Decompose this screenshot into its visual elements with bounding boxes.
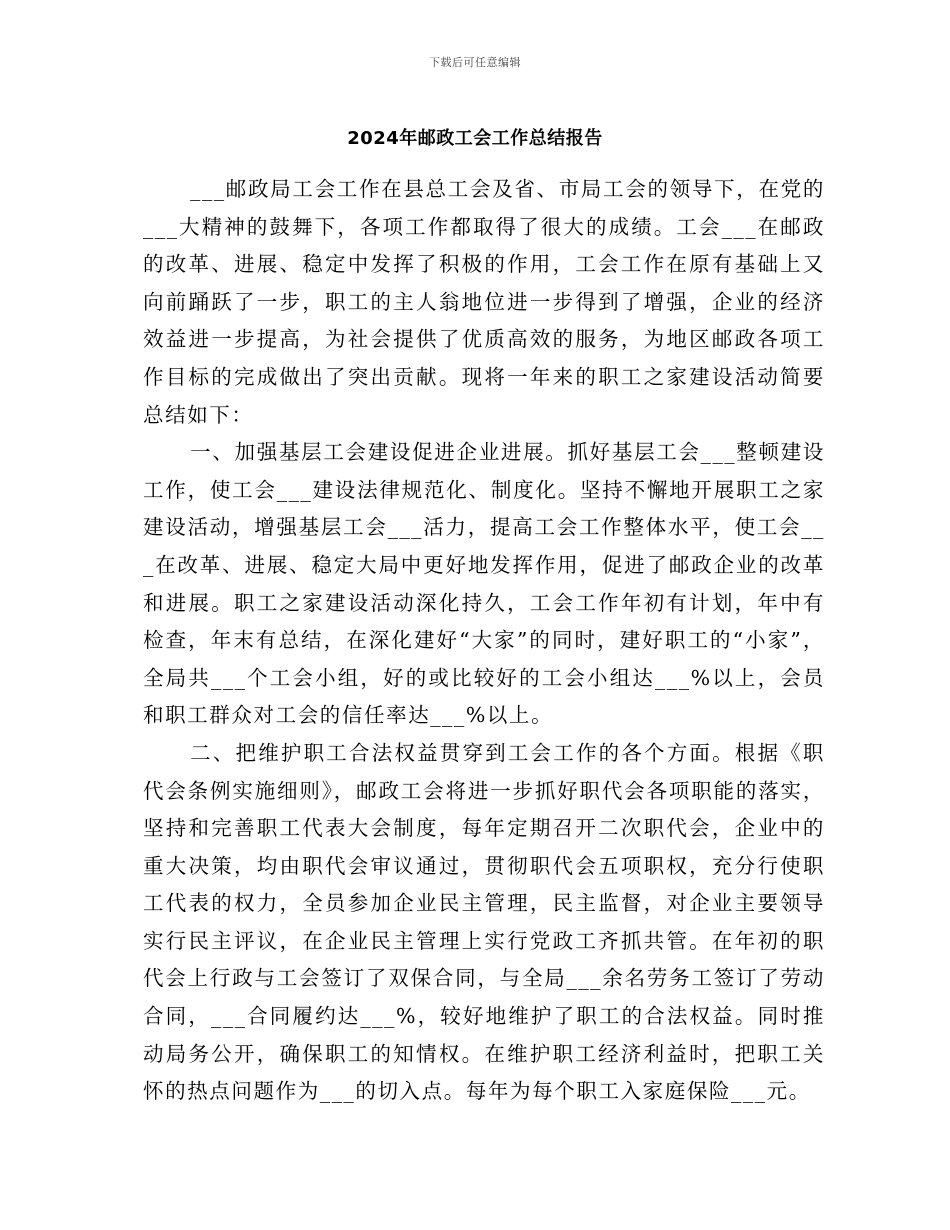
document-body bbox=[143, 171, 825, 1111]
document-title: 2024年邮政工会工作总结报告 bbox=[347, 128, 603, 149]
paragraph-intro: ___邮政局工会工作在县总工会及省、市局工会的领导下，在党的___大精神的鼓舞下，各项工作都取得了很大的成绩。工会___在邮政的改革、进展、稳定中发挥了积极的作用，工会工作在原有基础上又向前踊跃了一步，职工的主人翁地位进一步得到了增强，企业的经济效益进一步提高，为社会提供了优质高效的服务，为地区邮政各项工作目标的完成做出了突出贡献。现将一年来的职工之家建设活动简要总结如下： bbox=[143, 177, 825, 427]
paragraph-section-2: 二、把维护职工合法权益贯穿到工会工作的各个方面。根据《职代会条例实施细则》，邮政工会将进一步抓好职代会各项职能的落实，坚持和完善职工代表大会制度，每年定期召开二次职代会，企业中的重大决策，均由职代会审议通过，贯彻职代会五项职权，充分行使职工代表的权力，全员参加企业民主管理，民主监督，对企业主要领导实行民主评议，在企业民主管理上实行党政工齐抓共管。在年初的职代会上行政与工会签订了双保合同，与全局___余名劳务工签订了劳动合同，___合同履约达___%，较好地维护了职工的合法权益。同时推动局务公开，确保职工的知情权。在维护职工经济利益时，把职工关怀的热点问题作为___的切入点。每年为每个职工入家庭保险___元。 bbox=[143, 740, 825, 1104]
paragraph-section-1: 一、加强基层工会建设促进企业进展。抓好基层工会___整顿建设工作，使工会___建设法律规范化、制度化。坚持不懈地开展职工之家建设活动，增强基层工会___活力，提高工会工作整体水平，使工会___在改革、进展、稳定大局中更好地发挥作用，促进了邮政企业的改革和进展。职工之家建设活动深化持久，工会工作年初有计划，年中有检查，年末有总结，在深化建好“大家”的同时，建好职工的“小家”，全局共___个工会小组，好的或比较好的工会小组达___%以上，会员和职工群众对工会的信任率达___%以上。 bbox=[143, 440, 825, 728]
header-note: 下载后可任意编辑 bbox=[429, 56, 521, 69]
